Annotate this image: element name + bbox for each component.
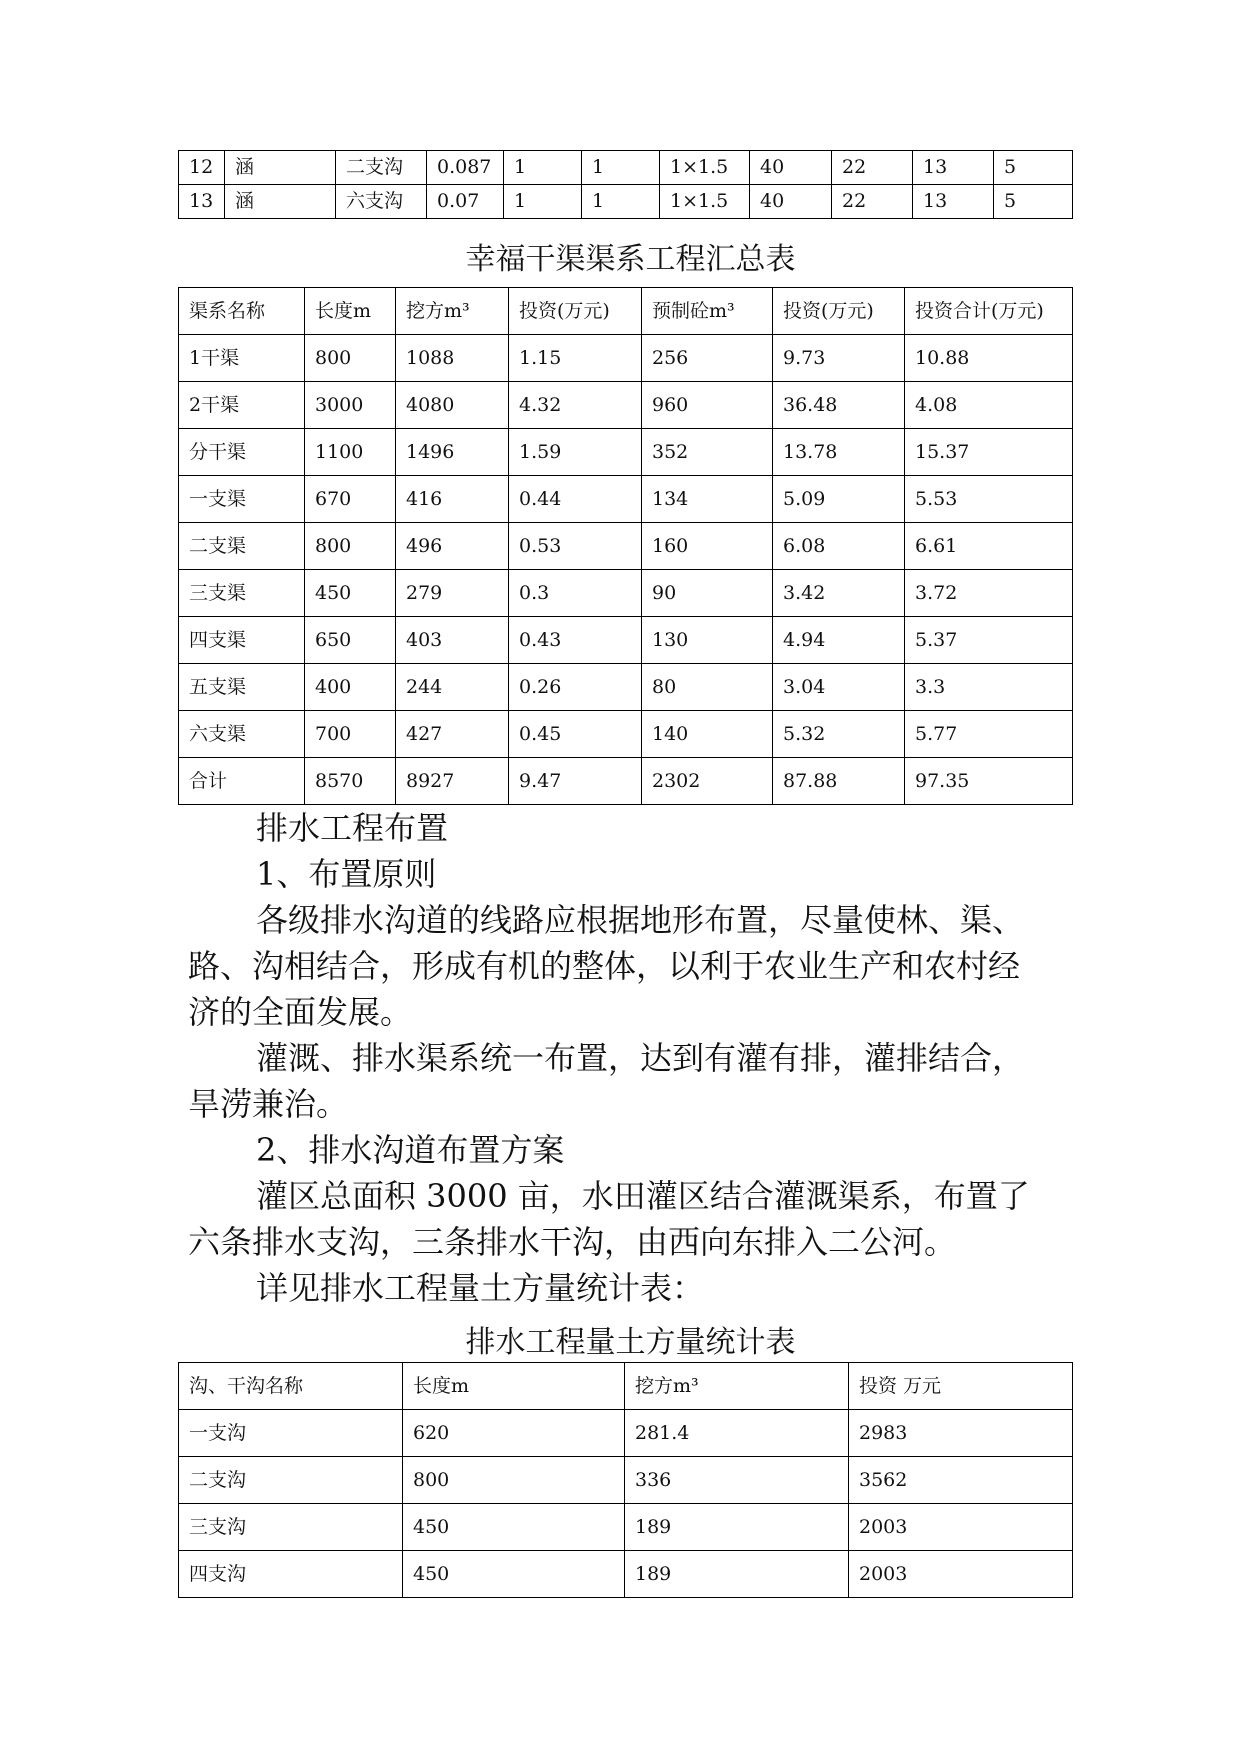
table-cell: 281.4 bbox=[625, 1410, 849, 1457]
table-cell: 700 bbox=[305, 711, 396, 758]
table-cell: 10.88 bbox=[905, 335, 1073, 382]
table-cell: 189 bbox=[625, 1551, 849, 1598]
table-cell: 1.15 bbox=[509, 335, 642, 382]
paragraph-line: 详见排水工程量土方量统计表： bbox=[256, 1269, 705, 1307]
table-cell: 0.45 bbox=[509, 711, 642, 758]
table-cell: 800 bbox=[403, 1457, 625, 1504]
table-cell: 13.78 bbox=[773, 429, 905, 476]
table-cell: 分干渠 bbox=[179, 429, 305, 476]
table-cell: 3.42 bbox=[773, 570, 905, 617]
table-cell: 400 bbox=[305, 664, 396, 711]
table-cell: 2302 bbox=[642, 758, 773, 805]
paragraph-line: 济的全面发展。 bbox=[188, 993, 413, 1031]
table-cell: 六支渠 bbox=[179, 711, 305, 758]
table-cell: 1100 bbox=[305, 429, 396, 476]
table-cell: 合计 bbox=[179, 758, 305, 805]
table-cell: 450 bbox=[403, 1551, 625, 1598]
table-cell: 130 bbox=[642, 617, 773, 664]
table-cell: 256 bbox=[642, 335, 773, 382]
table-cell: 1×1.5 bbox=[660, 185, 750, 219]
table-cell: 496 bbox=[396, 523, 509, 570]
paragraph-line: 六条排水支沟，三条排水干沟，由西向东排入二公河。 bbox=[188, 1223, 957, 1261]
table-cell: 650 bbox=[305, 617, 396, 664]
table-cell: 2003 bbox=[849, 1551, 1073, 1598]
table-cell: 279 bbox=[396, 570, 509, 617]
table-row bbox=[179, 758, 1073, 805]
column-header: 渠系名称 bbox=[179, 288, 305, 335]
table-cell: 四支沟 bbox=[179, 1551, 403, 1598]
table-cell: 403 bbox=[396, 617, 509, 664]
table-cell: 134 bbox=[642, 476, 773, 523]
table-cell: 40 bbox=[750, 151, 832, 185]
table-cell: 22 bbox=[832, 151, 913, 185]
table-cell: 1×1.5 bbox=[660, 151, 750, 185]
table-cell: 1干渠 bbox=[179, 335, 305, 382]
table-cell: 5.32 bbox=[773, 711, 905, 758]
table-cell: 涵 bbox=[225, 185, 336, 219]
table-cell: 5.53 bbox=[905, 476, 1073, 523]
table-cell: 450 bbox=[403, 1504, 625, 1551]
table-cell: 2干渠 bbox=[179, 382, 305, 429]
table-cell: 9.47 bbox=[509, 758, 642, 805]
column-header: 长度m bbox=[305, 288, 396, 335]
table-row bbox=[179, 1551, 1073, 1598]
table-cell: 189 bbox=[625, 1504, 849, 1551]
table-cell: 0.3 bbox=[509, 570, 642, 617]
table-cell: 9.73 bbox=[773, 335, 905, 382]
table-cell: 8927 bbox=[396, 758, 509, 805]
table-cell: 1.59 bbox=[509, 429, 642, 476]
table-cell: 一支渠 bbox=[179, 476, 305, 523]
table-cell: 13 bbox=[179, 185, 225, 219]
table-cell: 0.44 bbox=[509, 476, 642, 523]
summary-table bbox=[178, 287, 1073, 805]
column-header: 挖方m³ bbox=[625, 1363, 849, 1410]
drainage-table bbox=[178, 1362, 1073, 1598]
table-cell: 800 bbox=[305, 335, 396, 382]
paragraph-line: 各级排水沟道的线路应根据地形布置，尽量使林、渠、 bbox=[256, 901, 1025, 939]
table-cell: 4080 bbox=[396, 382, 509, 429]
table-cell: 四支渠 bbox=[179, 617, 305, 664]
column-header: 投资(万元) bbox=[773, 288, 905, 335]
table-cell: 3.04 bbox=[773, 664, 905, 711]
table-cell: 一支沟 bbox=[179, 1410, 403, 1457]
column-header: 长度m bbox=[403, 1363, 625, 1410]
table-row bbox=[179, 476, 1073, 523]
table-cell: 二支渠 bbox=[179, 523, 305, 570]
table-cell: 87.88 bbox=[773, 758, 905, 805]
table-cell: 2983 bbox=[849, 1410, 1073, 1457]
table-cell: 800 bbox=[305, 523, 396, 570]
paragraph-line: 灌区总面积 3000 亩，水田灌区结合灌溉渠系，布置了 bbox=[256, 1177, 1030, 1215]
table-row bbox=[179, 664, 1073, 711]
header-row bbox=[179, 1363, 1073, 1410]
header-row bbox=[179, 288, 1073, 335]
table-row bbox=[179, 151, 1073, 185]
table-cell: 0.07 bbox=[427, 185, 504, 219]
table-cell: 1 bbox=[504, 151, 582, 185]
table-cell: 352 bbox=[642, 429, 773, 476]
table-cell: 80 bbox=[642, 664, 773, 711]
table-row bbox=[179, 1410, 1073, 1457]
table-cell: 三支渠 bbox=[179, 570, 305, 617]
table-cell: 5.37 bbox=[905, 617, 1073, 664]
table-cell: 6.08 bbox=[773, 523, 905, 570]
table-cell: 三支沟 bbox=[179, 1504, 403, 1551]
table-cell: 0.43 bbox=[509, 617, 642, 664]
table-cell: 4.94 bbox=[773, 617, 905, 664]
table-cell: 3.72 bbox=[905, 570, 1073, 617]
table-cell: 160 bbox=[642, 523, 773, 570]
culvert-table bbox=[178, 150, 1073, 219]
table-row bbox=[179, 570, 1073, 617]
table-cell: 450 bbox=[305, 570, 396, 617]
paragraph-line: 灌溉、排水渠系统一布置，达到有灌有排，灌排结合， bbox=[256, 1039, 1025, 1077]
table-row bbox=[179, 335, 1073, 382]
table-cell: 140 bbox=[642, 711, 773, 758]
subsection-heading: 2、排水沟道布置方案 bbox=[256, 1131, 565, 1169]
table-cell: 1 bbox=[582, 185, 660, 219]
table-cell: 15.37 bbox=[905, 429, 1073, 476]
table-cell: 90 bbox=[642, 570, 773, 617]
table-cell: 1496 bbox=[396, 429, 509, 476]
table-cell: 13 bbox=[913, 151, 994, 185]
table-cell: 22 bbox=[832, 185, 913, 219]
table-cell: 8570 bbox=[305, 758, 396, 805]
table-row bbox=[179, 185, 1073, 219]
subsection-heading: 1、布置原则 bbox=[256, 855, 437, 893]
table-cell: 0.26 bbox=[509, 664, 642, 711]
table-cell: 6.61 bbox=[905, 523, 1073, 570]
table-cell: 4.32 bbox=[509, 382, 642, 429]
table-cell: 五支渠 bbox=[179, 664, 305, 711]
paragraph-line: 旱涝兼治。 bbox=[188, 1085, 349, 1123]
table-row bbox=[179, 382, 1073, 429]
table-cell: 416 bbox=[396, 476, 509, 523]
table-cell: 960 bbox=[642, 382, 773, 429]
table-row bbox=[179, 617, 1073, 664]
table-cell: 336 bbox=[625, 1457, 849, 1504]
table-cell: 36.48 bbox=[773, 382, 905, 429]
table-cell: 二支沟 bbox=[179, 1457, 403, 1504]
table-row bbox=[179, 1457, 1073, 1504]
table-cell: 1 bbox=[582, 151, 660, 185]
column-header: 沟、干沟名称 bbox=[179, 1363, 403, 1410]
table-cell: 3000 bbox=[305, 382, 396, 429]
table-cell: 97.35 bbox=[905, 758, 1073, 805]
column-header: 挖方m³ bbox=[396, 288, 509, 335]
table-row bbox=[179, 711, 1073, 758]
table-cell: 涵 bbox=[225, 151, 336, 185]
table-cell: 5.09 bbox=[773, 476, 905, 523]
drainage-table-title: 排水工程量土方量统计表 bbox=[465, 1325, 796, 1360]
table-cell: 12 bbox=[179, 151, 225, 185]
table-row bbox=[179, 1504, 1073, 1551]
table-cell: 二支沟 bbox=[336, 151, 427, 185]
table-cell: 4.08 bbox=[905, 382, 1073, 429]
table-row bbox=[179, 429, 1073, 476]
table-cell: 670 bbox=[305, 476, 396, 523]
table-cell: 1088 bbox=[396, 335, 509, 382]
table-cell: 5 bbox=[994, 185, 1073, 219]
column-header: 投资 万元 bbox=[849, 1363, 1073, 1410]
table-cell: 0.53 bbox=[509, 523, 642, 570]
table-cell: 2003 bbox=[849, 1504, 1073, 1551]
table-cell: 427 bbox=[396, 711, 509, 758]
column-header: 投资(万元) bbox=[509, 288, 642, 335]
table-cell: 1 bbox=[504, 185, 582, 219]
table-cell: 13 bbox=[913, 185, 994, 219]
table-cell: 40 bbox=[750, 185, 832, 219]
table-cell: 620 bbox=[403, 1410, 625, 1457]
table-cell: 0.087 bbox=[427, 151, 504, 185]
table-row bbox=[179, 523, 1073, 570]
column-header: 投资合计(万元) bbox=[905, 288, 1073, 335]
table-cell: 3.3 bbox=[905, 664, 1073, 711]
table-cell: 5.77 bbox=[905, 711, 1073, 758]
column-header: 预制砼m³ bbox=[642, 288, 773, 335]
summary-table-title: 幸福干渠渠系工程汇总表 bbox=[465, 242, 796, 277]
paragraph-line: 路、沟相结合，形成有机的整体，以利于农业生产和农村经 bbox=[188, 947, 1021, 985]
section-heading: 排水工程布置 bbox=[256, 809, 449, 847]
table-cell: 244 bbox=[396, 664, 509, 711]
table-cell: 3562 bbox=[849, 1457, 1073, 1504]
table-cell: 5 bbox=[994, 151, 1073, 185]
table-cell: 六支沟 bbox=[336, 185, 427, 219]
